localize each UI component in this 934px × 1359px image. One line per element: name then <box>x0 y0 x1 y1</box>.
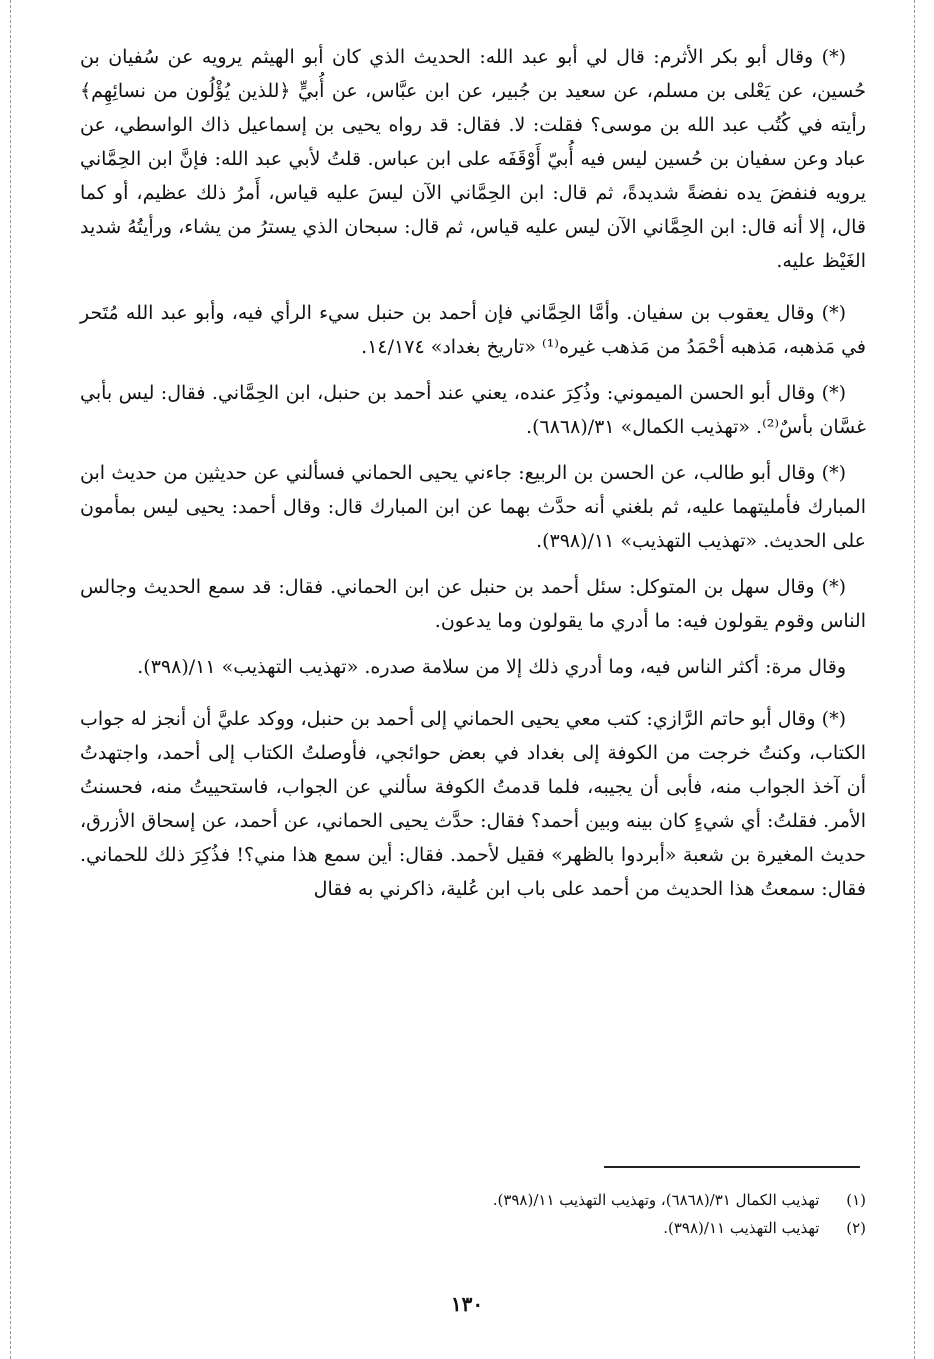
footnote-item <box>80 1214 866 1242</box>
paragraph-yaqub: (*) وقال يعقوب بن سفيان. وأمَّا الحِمَّاني فإن أحمد بن حنبل سيء الرأي فيه، وأبو عبد الله مُتَحر في مَذهبه، مَذهبه أحْمَدُ من مَذهب غيره⁽¹⁾ «تاريخ بغداد» ١٤/١٧٤. <box>80 302 866 358</box>
paragraph-athram: (*) وقال أبو بكر الأثرم: قال لي أبو عبد الله: الحديث الذي كان أبو الهيثم يرويه عن سُفيان بن حُسين، عن يَعْلى بن مسلم، عن سعيد بن جُبير، عن ابن عبَّاس، عن أُبيٍّ ﴿للذين يُؤْلُون من نسائِهِم﴾ رأيته في كُتُب عبد الله بن موسى؟ فقلت: لا. فقال: قد رواه يحيى بن إسماعيل ذاك الواسطي، عن عباد وعن سفيان بن حُسين ليس فيه أُبيّ أَوْقَفَه على ابن عباس. قلتُ لأبي عبد الله: فإنَّ ابن الحِمَّاني يرويه فنفضَ يده نفضةً شديدةً، ثم قال: ابن الحِمَّاني الآن ليسَ عليه قياس، أَمرُ ذلك عظيم، أو كما قال، إلا أنه قال: ابن الحِمَّاني الآن ليس عليه قياس، ثم قال: سبحان الذي يسترُ من يشاء، ورأيتُهُ شديد الغَيْظ عليه. <box>80 46 866 272</box>
paragraph-marra: وقال مرة: أكثر الناس فيه، وما أدري ذلك إلا من سلامة صدره. «تهذيب التهذيب» ١١/(٣٩٨). <box>137 656 846 678</box>
paragraph-sahl: (*) وقال سهل بن المتوكل: سئل أحمد بن حنبل عن ابن الحماني. فقال: قد سمع الحديث وجالس الناس وقوم يقولون فيه: ما أدري ما يقولون وما يدعون. <box>80 576 866 632</box>
paragraph-abu-hatim: (*) وقال أبو حاتم الرَّازي: كتب معي يحيى الحماني إلى أحمد بن حنبل، ووكد عليَّ أن أنجز له جواب الكتاب، وكنتُ خرجت من الكوفة إلى بغداد في بعض حوائجي، فأوصلتُ الكتاب إلى أحمد، واجتهدتُ أن آخذ الجواب منه، فأبى أن يجيبه، فلما قدمتُ الكوفة سألني عن الجواب، فاستحييتُ منه، فحسنتُ الأمر. فقلتُ: أي شيءٍ كان بينه وبين أحمد؟ فقال: حدَّث يحيى الحماني، عن أحمد، عن إسحاق الأزرق، حديث المغيرة بن شعبة «أبردوا بالظهر» فقيل لأحمد. فقال: أين سمع هذا مني؟! فذُكِرَ ذلك للحماني. فقال: سمعتُ هذا الحديث من أحمد على باب ابن عُلية، ذاكرني به فقال <box>80 708 866 900</box>
main-text <box>80 40 866 906</box>
footnote-item <box>80 1186 866 1214</box>
footnotes <box>80 1186 866 1242</box>
paragraph-maymuni: (*) وقال أبو الحسن الميموني: وذُكِرَ عنده، يعني عند أحمد بن حنبل، ابن الحِمَّاني. فقال: ليس بأبي غسَّان بأسٌ⁽²⁾. «تهذيب الكمال» ٣١/(٦٨٦٨). <box>80 382 866 438</box>
paragraph-abu-talib: (*) وقال أبو طالب، عن الحسن بن الربيع: جاءني يحيى الحماني فسألني عن حديثين من حديث ابن المبارك فأمليتهما عليه، ثم بلغني أنه حدَّث بهما عن ابن المبارك قال: وقال أحمد: يحيى ليس بمأمون على الحديث. «تهذيب التهذيب» ١١/(٣٩٨). <box>80 462 866 552</box>
footnote-text: تهذيب التهذيب ١١/(٣٩٨). <box>663 1219 820 1237</box>
footnote-number: (٢) <box>846 1219 866 1237</box>
scan-edge-left <box>10 0 11 1359</box>
scan-edge-right <box>914 0 915 1359</box>
footnote-separator <box>604 1166 860 1168</box>
page-number: ١٣٠ <box>450 1292 484 1316</box>
footnote-number: (١) <box>846 1191 866 1209</box>
footnote-text: تهذيب الكمال ٣١/(٦٨٦٨)، وتهذيب التهذيب ١١/(٣٩٨). <box>492 1191 820 1209</box>
